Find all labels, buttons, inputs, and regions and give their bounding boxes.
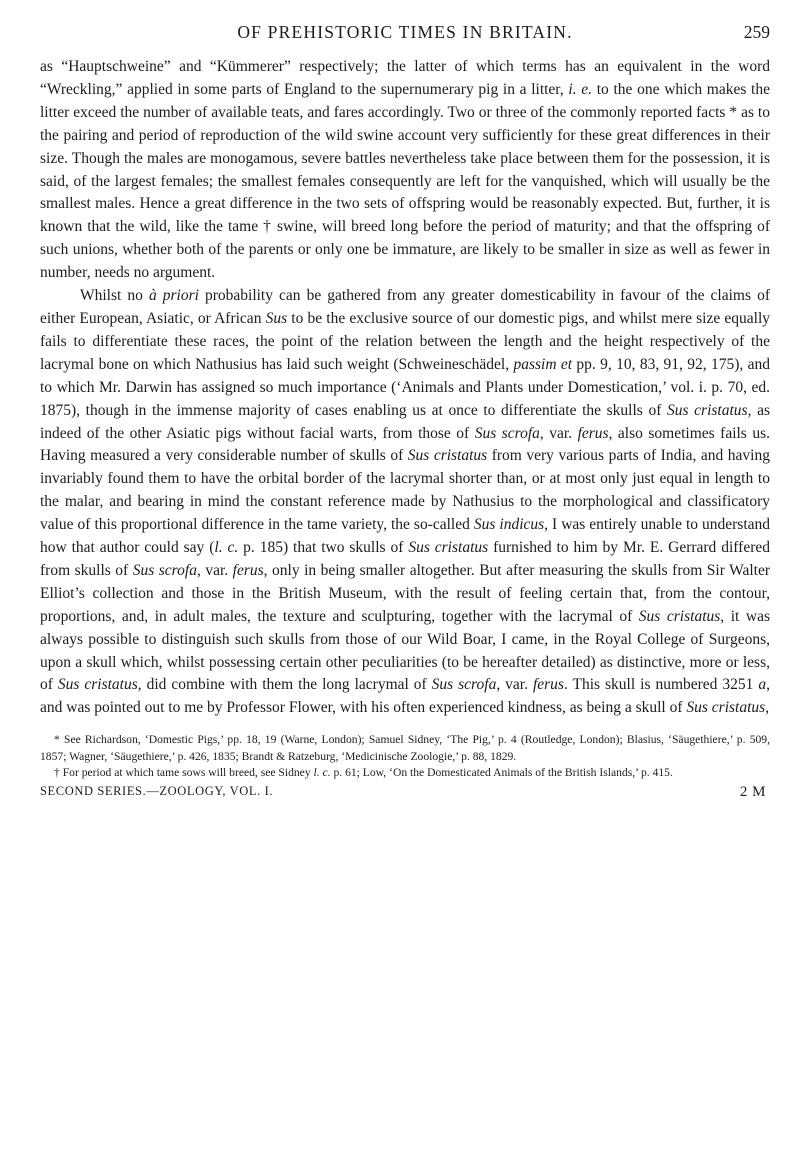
italic-term: Sus scrofa — [431, 676, 497, 694]
running-title: OF PREHISTORIC TIMES IN BRITAIN. — [237, 22, 573, 42]
main-text — [40, 56, 770, 720]
italic-term: passim et — [513, 355, 573, 373]
italic-term: Sus cristatus — [667, 401, 748, 419]
page-number: 259 — [743, 22, 770, 42]
signature-mark: 2 M — [739, 783, 766, 800]
italic-term: Sus cristatus — [407, 447, 488, 465]
paragraph: Whilst no à priori probability can be gathered from any greater domesticability in favour of the claims of either European, Asiatic, or African Sus to be the exclusive source of our domestic pigs, and whilst mere size equally fails to differentiate these races, the point of the relation between the length and the height respectively of the lacrymal bone on which Nathusius has laid such weight (Schweineschädel, passim et pp. 9, 10, 83, 91, 92, 175), and to which Mr. Darwin has assigned so much importance (‘Animals and Plants under Domestication,’ vol. i. p. 70, ed. 1875), though in the immense majority of cases enabling us at once to differentiate the skulls of Sus cristatus, as indeed of the other Asiatic pigs without facial warts, from those of Sus scrofa, var. ferus, also sometimes fails us. Having measured a very considerable number of skulls of Sus cristatus from very various parts of India, and having invariably found them to have the orbital border of the lacrymal shorter than, or at most only just equal in length to the malar, and bearing in mind the constant reference made by Nathusius to the morphological and classificatory value of this proportional difference in the tame variety, the so-called Sus indicus, I was entirely unable to understand how that author could say (l. c. p. 185) that two skulls of Sus cristatus furnished to him by Mr. E. Gerrard differed from skulls of Sus scrofa, var. ferus, only in being smaller altogether. But after measuring the skulls from Sir Walter Elliot’s collection and those in the British Museum, with the result of feeling certain that, from the contour, proportions, and, in adult males, the texture and sculpturing, together with the lacrymal of Sus cristatus, it was always possible to distinguish such skulls from those of our Wild Boar, I came, in the Royal College of Surgeons, upon a skull which, whilst possessing certain other peculiarities (to be hereafter detailed) as distinctive, more or less, of Sus cristatus, did combine with them the long lacrymal of Sus scrofa, var. ferus. This skull is numbered 3251 a, and was pointed out to me by Professor Flower, with his often experienced kindness, as being a skull of Sus cristatus, — [40, 287, 771, 717]
italic-term: Sus indicus — [473, 516, 545, 534]
book-page — [40, 22, 770, 801]
italic-term: Sus cristatus — [638, 607, 721, 625]
running-header — [40, 22, 770, 56]
italic-term: Sus scrofa — [474, 424, 540, 442]
italic-term: ferus — [232, 561, 264, 579]
italic-term: Sus scrofa — [132, 561, 197, 579]
footnote: * See Richardson, ‘Domestic Pigs,’ pp. 18, 19 (Warne, London); Samuel Sidney, ‘The Pig,’ p. 4 (Routledge, London); Blasius, ‘Säugethiere,’ p. 509, 1857; Wagner, ‘Säugethiere,’ p. 426, 1835; Brandt & Ratzeburg, ‘Medicinische Zoologie,’ p. 88, 1829. — [40, 733, 770, 763]
italic-term: ferus — [532, 676, 564, 694]
italic-term: i. e. — [568, 80, 593, 98]
italic-term: Sus cristatus — [57, 676, 138, 694]
italic-term: Sus — [265, 309, 288, 327]
series-label: SECOND SERIES.—ZOOLOGY, VOL. I. — [40, 783, 274, 798]
footnote: † For period at which tame sows will breed, see Sidney l. c. p. 61; Low, ‘On the Domesticated Animals of the British Islands,’ p. 415. — [54, 766, 673, 780]
italic-term: a — [758, 676, 767, 694]
italic-term: à priori — [148, 287, 199, 305]
italic-term: ferus — [577, 424, 609, 442]
footnotes — [40, 732, 770, 781]
signature-line — [40, 784, 770, 801]
italic-term: l. c. — [214, 539, 239, 557]
italic-term: Sus cristatus — [408, 539, 489, 557]
italic-term: Sus cristatus — [686, 699, 766, 717]
italic-term: l. c. — [313, 766, 331, 780]
paragraph: as “Hauptschweine” and “Kümmerer” respectively; the latter of which terms has an equivalent in the word “Wreckling,” applied in some parts of England to the supernumerary pig in a litter, i. e. to the one which makes the litter exceed the number of available teats, and fares accordingly. Two or three of the commonly reported facts * as to the pairing and period of reproduction of the wild swine account very sufficiently for these great differences in their size. Though the males are monogamous, severe battles nevertheless take place between them for the possession, it is said, of the largest females; the smallest females consequently are left for the vanquished, which will usually be the smallest males. Hence a great difference in the two sets of offspring would be reasonably expected. But, further, it is known that the wild, like the tame † swine, will breed long before the period of maturity; and that the offspring of such unions, whether both of the parents or only one be immature, are likely to be smaller in size as well as fewer in number, needs no argument. — [40, 58, 770, 282]
